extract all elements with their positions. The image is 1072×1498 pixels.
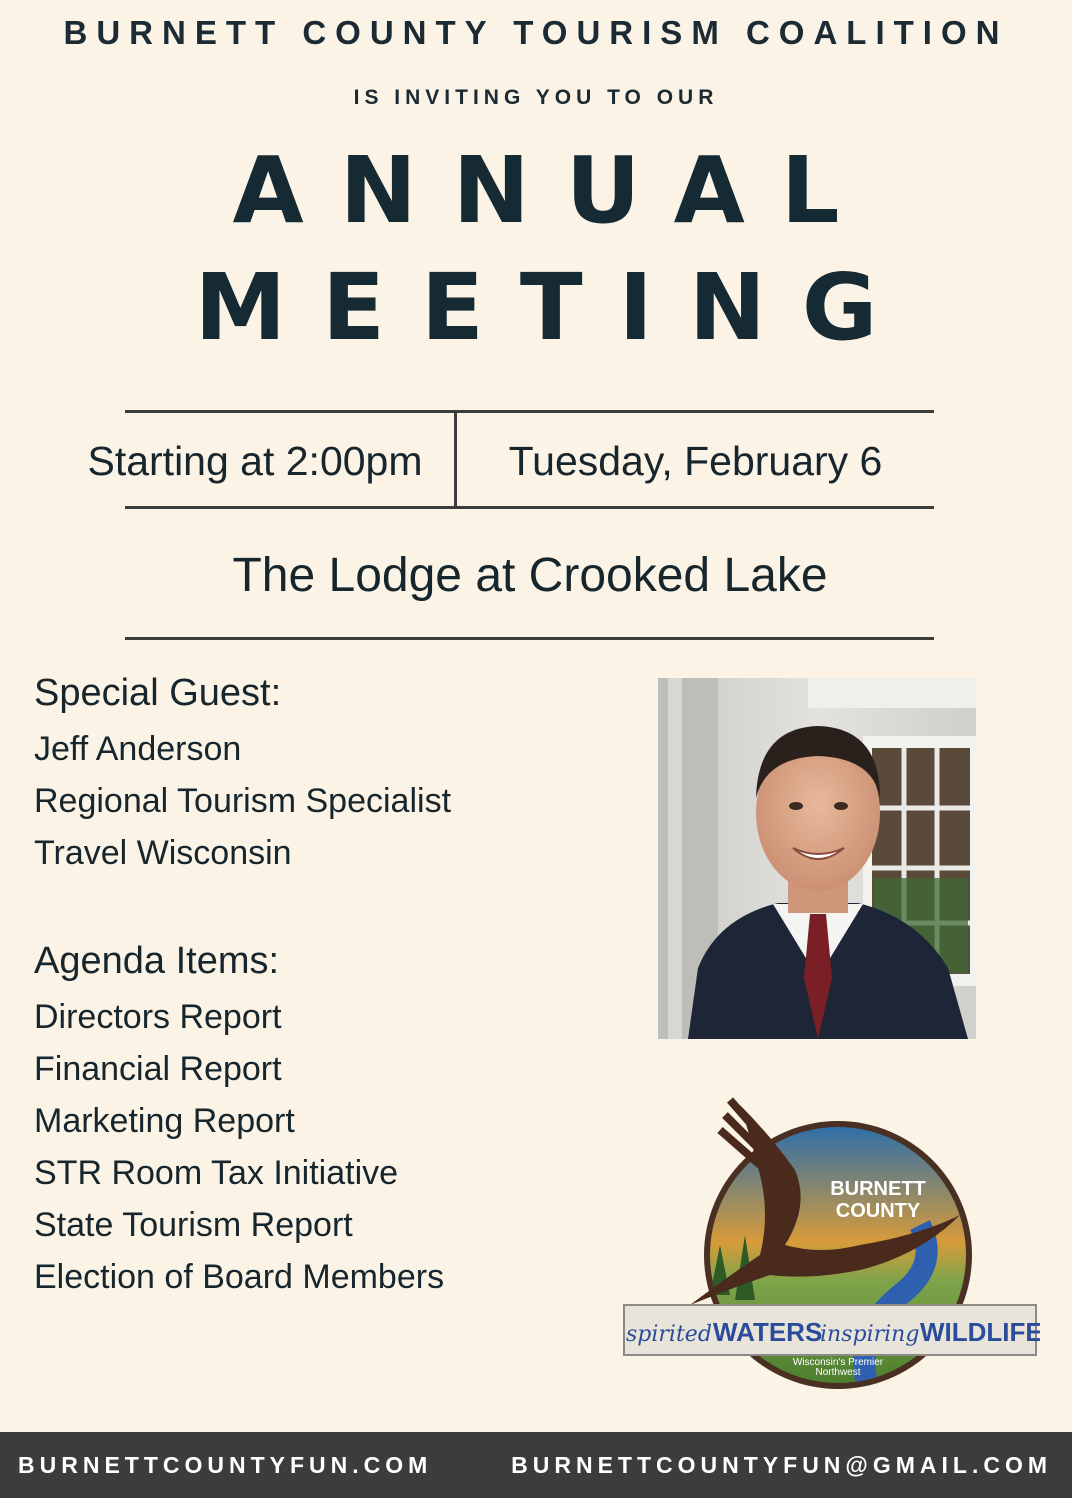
guest-photo [658, 678, 976, 1039]
agenda-section [34, 940, 444, 1303]
divider-middle [125, 506, 934, 509]
footer-email-link[interactable]: BURNETTCOUNTYFUN@GMAIL.COM [511, 1452, 1052, 1478]
special-guest-heading: Special Guest: [34, 672, 282, 714]
burnett-county-logo [620, 1095, 1040, 1395]
agenda-item: Election of Board Members [34, 1258, 445, 1296]
event-venue: The Lodge at Crooked Lake [232, 549, 828, 602]
title-annual: ANNUAL [232, 137, 876, 244]
logo-burnett: BURNETT [830, 1178, 926, 1200]
divider-bottom [125, 637, 934, 640]
footer-website-link[interactable]: BURNETTCOUNTYFUN.COM [18, 1452, 433, 1478]
agenda-item: Directors Report [34, 998, 282, 1036]
agenda-item: State Tourism Report [34, 1206, 353, 1244]
title-meeting: MEETING [194, 254, 914, 361]
logo-tagline-waters: WATERS [713, 1317, 823, 1347]
guest-title: Regional Tourism Specialist [34, 782, 452, 820]
guest-organization: Travel Wisconsin [34, 834, 292, 872]
agenda-item: Financial Report [34, 1050, 282, 1088]
logo-tagline-spirited: spirited [626, 1322, 712, 1347]
special-guest-section [34, 672, 451, 879]
inviting-text: IS INVITING YOU TO OUR [353, 86, 719, 109]
event-time: Starting at 2:00pm [87, 438, 423, 484]
agenda-item: Marketing Report [34, 1102, 295, 1140]
agenda-heading: Agenda Items: [34, 940, 280, 982]
agenda-item: STR Room Tax Initiative [34, 1154, 399, 1192]
guest-name: Jeff Anderson [34, 730, 242, 768]
logo-sub2: Northwest [815, 1367, 861, 1378]
event-date: Tuesday, February 6 [508, 438, 883, 484]
logo-tagline-wildlife: WILDLIFE [920, 1317, 1040, 1347]
logo-sub1: Wisconsin's Premier [792, 1357, 884, 1368]
logo-county: COUNTY [835, 1200, 921, 1222]
organization-title: BURNETT COUNTY TOURISM COALITION [63, 14, 1009, 51]
logo-tagline-inspiring: inspiring [820, 1322, 920, 1347]
footer-bar [0, 1432, 1072, 1498]
divider-top [125, 410, 934, 413]
